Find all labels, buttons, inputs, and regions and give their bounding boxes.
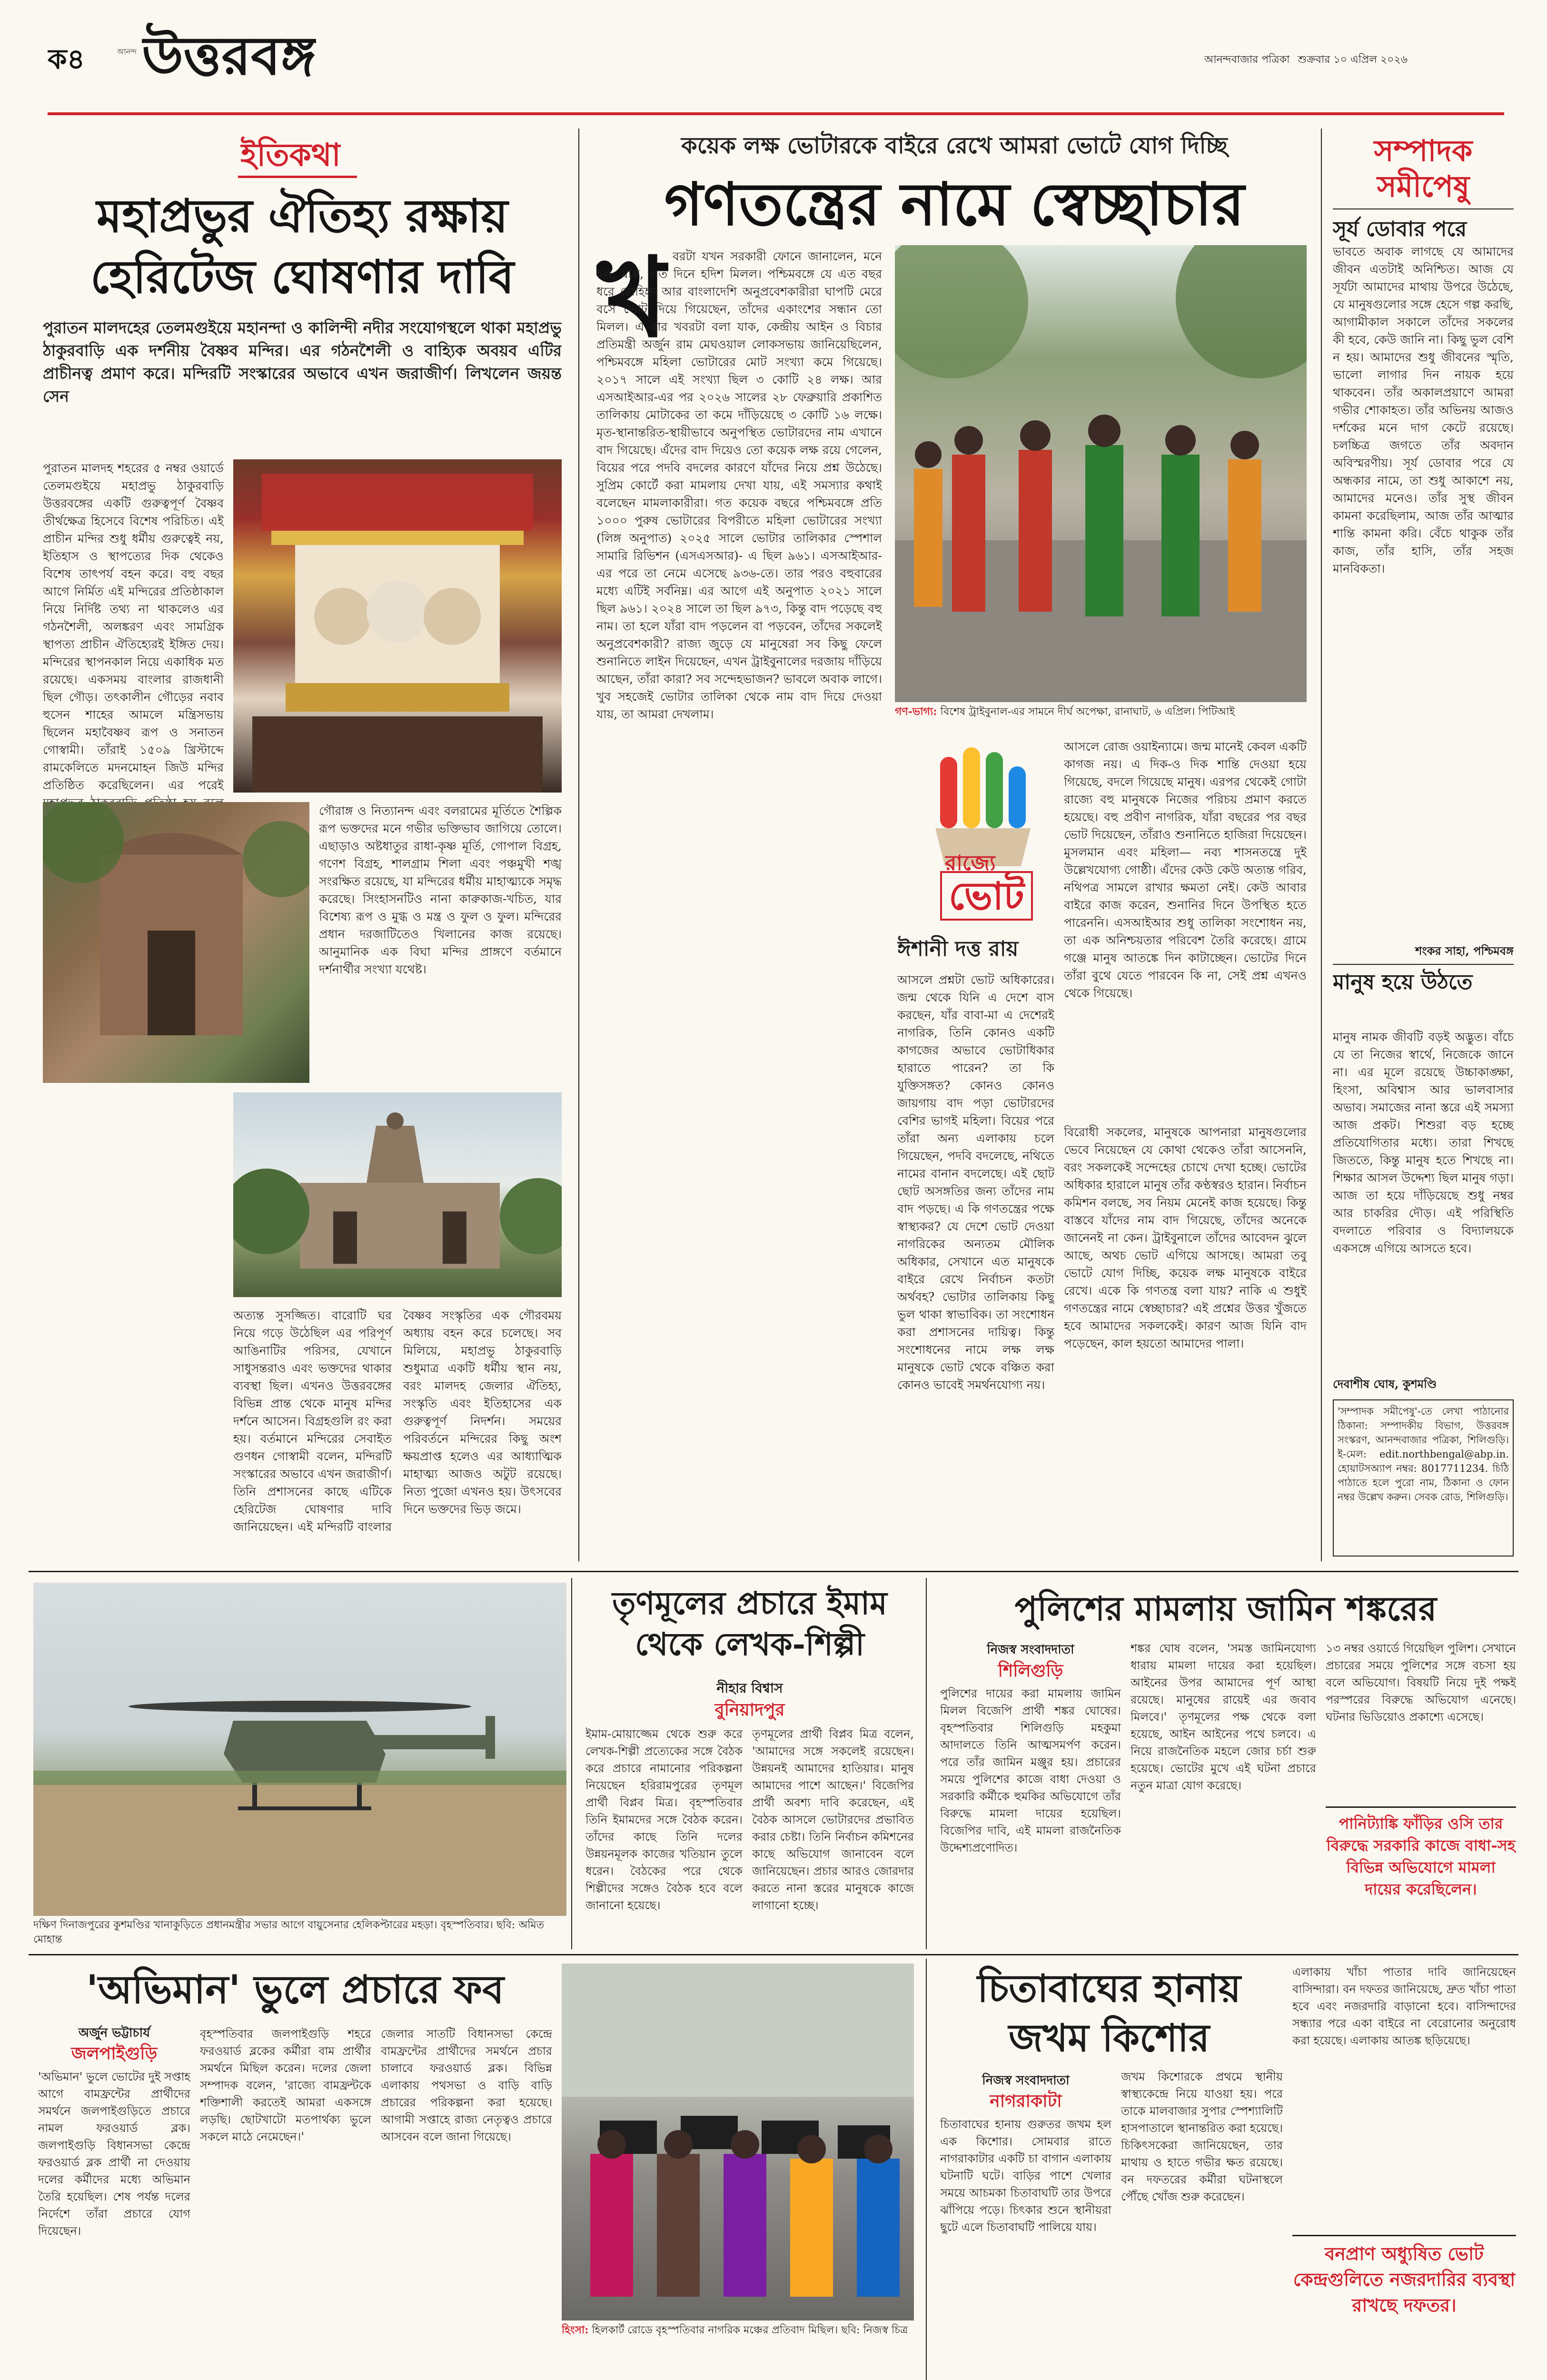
paper-name-text: আনন্দবাজার পত্রিকা <box>1204 54 1290 66</box>
queue-photo <box>895 245 1307 702</box>
leopard-article <box>931 1959 1521 2380</box>
page-number: ক৪ <box>48 43 85 75</box>
abhiman-col3: জেলার সাতটি বিধানসভা কেন্দ্রে বামফ্রন্টের প্রার্থীদের সমর্থনে প্রচার চালাবে ফরওয়ার্ড ব্লক। বিভিন্ন এলাকায় পথসভা ও বাড়ি বাড়ি প্রচারের পরিকল্পনা করা হয়েছে। আগামী সপ্তাহে রাজ্য নেতৃত্বও প্রচারে আসবেন বলে জানা গিয়েছে। <box>381 2027 552 2143</box>
imam-article <box>576 1578 923 1949</box>
heritage-kicker: ইতিকথা <box>240 136 341 173</box>
abhiman-col1: 'অভিমান' ভুলে ভোটের দুই সপ্তাহ আগে বামফ্রন্টের প্রার্থীদের সমর্থনে জলপাইগুড়িতে প্রচারে নামল ফরওয়ার্ড ব্লক। জলপাইগুড়ি বিধানসভা কেন্দ্রে ফরওয়ার্ড ব্লক প্রার্থী না দেওয়ায় দলের কর্মীদের মধ্যে অভিমান তৈরি হয়েছিল। শেষ পর্যন্ত দলের নির্দেশে তাঁরা প্রচারে যোগ দিয়েছেন। <box>38 2070 190 2238</box>
logo-top-text: রাজ্যে <box>945 851 996 875</box>
shrine-photo <box>233 459 562 793</box>
heritage-col-bottom: অত্যন্ত সুসজ্জিত। বারোটি ঘর নিয়ে গড়ে উঠেছিল এর পরিপূর্ণ আঙিনাটির পরিসর, যেখানে সাধুসন্তরাও এবং ভক্তদের থাকার ব্যবস্থা ছিল। এখনও উত্তরবঙ্গের বিভিন্ন প্রান্ত থেকে মানুষ মন্দির দর্শনে আসেন। বিগ্রহগুলি রং করা হয়। বর্তমানে মন্দিরের সেবাইত গুণধন গোস্বামী বলেন, মন্দিরটি সংস্কারের অভাবে এখন জরাজীর্ণ। তিনি প্রশাসনের কাছে এটিকে হেরিটেজ ঘোষণার দাবি জানিয়েছেন। এই মন্দিরটি বাংলার বৈষ্ণব সংস্কৃতির এক গৌরবময় অধ্যায় বহন করে চলেছে। সব মিলিয়ে, মহাপ্রভু ঠাকুরবাড়ি শুধুমাত্র একটি ধর্মীয় স্থান নয়, বরং মালদহ জেলার ঐতিহ্য, সংস্কৃতি এবং ইতিহাসের এক গুরুত্বপূর্ণ নিদর্শন। সময়ের পরিবর্তনে মন্দিরের কিছু অংশ ক্ষয়প্রাপ্ত হলেও এর আধ্যাত্মিক মাহাত্ম্য আজও অটুট রয়েছে। নিত্য পুজো এখনও হয়। উৎসবের দিনে ভক্তদের ভিড় জমে। <box>233 1309 562 1534</box>
police-boxed: পানিট্যাঙ্কি ফাঁড়ির ওসি তার বিরুদ্ধে সরকারি কাজে বাধা-সহ বিভিন্ন অভিযোগে মামলা দায়ের করেছিলেন। <box>1326 1806 1516 1900</box>
page-divider-2 <box>29 1954 1518 1955</box>
masthead-rule <box>48 112 1504 115</box>
imam-col1: ইমাম-মোয়াজ্জেম থেকে শুরু করে লেখক-শিল্পী প্রত্যেকের সঙ্গে বৈঠক করে প্রচারে নামানোর পরিকল্পনা নিয়েছেন হরিরামপুরের তৃণমূল প্রার্থী বিপ্লব মিত্র। বৃহস্পতিবার তিনি ইমামদের সঙ্গে বৈঠক করেন। তাঁদের কাছে তিনি দলের উন্নয়নমূলক কাজের খতিয়ান তুলে ধরেন। বৈঠকের পরে থেকে শিল্পীদের সঙ্গেও বৈঠক হবে বলে জানানো হয়েছে। <box>585 1727 743 1912</box>
divider-right <box>1321 129 1322 1561</box>
small-logo: আনন্দ <box>117 47 137 56</box>
letter2-title: মানুষ হয়ে উঠতে <box>1333 970 1473 994</box>
democracy-body1: বরটা যখন সরকারী ফোনে জানালেন, মনে হল, যাক, এত দিনে হদিশ মিলল। পশ্চিমবঙ্গে যে এত বছর ধরে রোহিঙ্গা আর বাংলাদেশি অনুপ্রবেশকারীরা ঘাপটি মেরে বসে ভোট দিয়ে গিয়েছেন, তাঁদের একাংশের সন্ধান তো মিলল। এ বার খবরটা বলা যাক, কেন্দ্রীয় আইন ও বিচার প্রতিমন্ত্রী অর্জুন রাম মেঘওয়াল লোকসভায় জানিয়েছিলেন, পশ্চিমবঙ্গে মহিলা ভোটারের মোট সংখ্যা কমে গিয়েছে। ২০১৭ সালে এই সংখ্যা ছিল ৩ কোটি ২৪ লক্ষ। আর এসআইআর-এর পর ২০২৬ সালের ২৮ ফেব্রুয়ারি প্রকাশিত তালিকায় মোটাকের তা কমে দাঁড়িয়েছে ৩ কোটি ১৬ লক্ষে। মৃত-স্থানান্তরিত-স্থায়ীভাবে অনুপস্থিত ভোটারদের নাম এখানে বাদ গিয়েছে। এঁদের বাদ দিয়েও তো কয়েক লক্ষ রয়ে গেলেন, বিয়ের পরে পদবি বদলের কারণে যাঁদের নিয়ে প্রশ্ন উঠেছে। সুপ্রিম কোর্টে করা মামলায় দেখা যায়, এই সমস্যার কথাই বলেছেন মামলাকারীরা। গত কয়েক বছরে পশ্চিমবঙ্গে প্রতি ১০০০ পুরুষ ভোটারের বিপরীতে মহিলা ভোটারের সংখ্যা (লিঙ্গ অনুপাত) ২০২৫ সালে ভোটার তালিকার স্পেশাল সামারি রিভিশন (এসএসআর)- এ ছিল ৯৬১। এসআইআর-এর পরে তা নেমে এসেছে ৯৩৬-তে। তার পরও বহুবারের মধ্যে এটিই সর্বনিম্ন। এর আগে এই অনুপাত ২০২১ সালে ছিল ৯৬১। ২০২৪ সালে তা ছিল ৯৭৩, কিন্তু বাদ পড়েছে বহু নাম। তা হলে যাঁরা বাদ পড়লেন বা পড়বেন, তাঁদের সকলেই অনুপ্রবেশকারী? রাজ্য জুড়ে যে মানুষেরা সব কিছু ফেলে শুনানিতে লাইন দিয়েছেন, এখন ট্রাইবুনালের দরজায় দাঁড়িয়ে আছেন, তাঁরা কারা? সব সন্দেহভাজন? ভাবলে অবাক লাগে। খুব সহজেই ভোটার তালিকা থেকে নাম বাদ দিয়ে দেওয়া যায়, তা আমরা দেখলাম। <box>596 249 882 721</box>
imam-reporter: নীহার বিশ্বাস <box>716 1680 783 1696</box>
democracy-article <box>583 124 1319 1561</box>
dropcap: খ <box>596 243 669 352</box>
divider-bottom-3 <box>926 1959 927 2380</box>
imam-place: বুনিয়াদপুর <box>714 1700 785 1720</box>
queue-illustration <box>895 245 1307 702</box>
protest-caption-text: হিলকার্ট রোডে বৃহস্পতিবার নাগরিক মঞ্চের প্রতিবাদ মিছিল। ছবি: নিজস্ব চিত্র <box>592 2324 908 2336</box>
heritage-intro: পুরাতন মালদহের তেলমগুইয়ে মহানন্দা ও কালিন্দী নদীর সংযোগস্থলে থাকা মহাপ্রভু ঠাকুরবাড়ি এক দর্শনীয় বৈষ্ণব মন্দির। এর গঠনশৈলী ও বাহ্যিক অবয়ব এটির প্রাচীনত্ব প্রমাণ করে। মন্দিরটি সংস্কারের অভাবে এখন জরাজীর্ণ। লিখলেন জয়ন্ত সেন <box>43 318 562 406</box>
heritage-col1: পুরাতন মালদহ শহরের ৫ নম্বর ওয়ার্ডে তেলমগুইয়ে মহাপ্রভু ঠাকুরবাড়ি উত্তরবঙ্গের একটি গুরুত্বপূর্ণ বৈষ্ণব তীর্থক্ষেত্র হিসেবে বিশেষ পরিচিত। এই প্রাচীন মন্দির শুধু ধর্মীয় গুরুত্বেই নয়, ইতিহাস ও স্থাপত্যের দিক থেকেও বিশেষ তাৎপর্য বহন করে। বহু বছর আগে নির্মিত এই মন্দিরের প্রতিষ্ঠাকাল নিয়ে নির্দিষ্ট তথ্য না থাকলেও এর গঠনশৈলী, অলঙ্করণ এবং সামগ্রিক স্থাপত্য প্রাচীন ঐতিহ্যেরই ইঙ্গিত দেয়। মন্দিরের স্থাপনকাল নিয়ে একাধিক মত রয়েছে। একসময় বাংলার রাজধানী ছিল গৌড়। তৎকালীন গৌড়ের নবাব হুসেন শাহের আমলে মন্ত্রিসভায় ছিলেন মহাবৈষ্ণব রূপ ও সনাতন গোস্বামী। তাঁরাই ১৫০৯ খ্রিস্টাব্দে রামকেলিতে মদনমোহন জিউ মন্দির প্রতিষ্ঠিত করেছিলেন। এর পরেই <box>43 461 224 792</box>
helicopter-caption: দক্ষিণ দিনাজপুরের কুশমণ্ডির খানাকুড়িতে প্রধানমন্ত্রীর সভার আগে বায়ুসেনার হেলিকপ্টারের মহড়া। বৃহস্পতিবার। ছবি: অমিত মোহান্ত <box>33 1919 545 1945</box>
police-place: শিলিগুড়ি <box>998 1661 1063 1681</box>
queue-caption-text: বিশেষ ট্রাইবুনাল-এর সামনে দীর্ঘ অপেক্ষা, রানাঘাট, ৬ এপ্রিল। পিটিআই <box>940 706 1235 718</box>
protest-illustration <box>562 1964 914 2320</box>
letter2-sign: দেবাশীষ ঘোষ, কুশমণ্ডি <box>1333 1377 1437 1391</box>
abhiman-headline: 'অভিমান' ভুলে প্রচারে ফব <box>86 1967 504 2013</box>
letter2-body: মানুষ নামক জীবটি বড়ই অদ্ভুত। বাঁচে যে তা নিজের স্বার্থে, নিজেকে জানে না। এর মূলে রয়েছে উচ্চাকাঙ্ক্ষা, হিংসা, অবিশ্বাস আর ভালবাসার অভাব। সমাজের নানা স্তরে এই সমস্যা আজ প্রকট। শিশুরা বড় হচ্ছে প্রতিযোগিতার মধ্যে। তারা শিখছে জিততে, কিন্তু মানুষ হতে শিখছে না। শিক্ষার আসল উদ্দেশ্য ছিল মানুষ গড়া। আজ তা হয়ে দাঁড়িয়েছে শুধু নম্বর আর চাকরির দৌড়। এই পরিস্থিতি বদলাতে পরিবার ও বিদ্যালয়কে একসঙ্গে এগিয়ে আসতে হবে। <box>1333 1030 1514 1255</box>
protest-caption <box>562 2323 914 2338</box>
leopard-col1: চিতাবাঘের হানায় গুরুতর জখম হল এক কিশোর। সোমবার রাতে নাগরাকাটার একটি চা বাগান এলাকায় ঘটনাটি ঘটে। বাড়ির পাশে খেলার সময়ে আচমকা চিতাবাঘটি তার উপরে ঝাঁপিয়ে পড়ে। চিৎকার শুনে স্থানীয়রা ছুটে এলে চিতাবাঘটি পালিয়ে যায়। <box>940 2118 1111 2234</box>
temple-photo <box>233 1092 562 1297</box>
queue-photo-caption <box>895 704 1307 719</box>
kicker-underline <box>238 176 357 178</box>
ruin-illustration <box>43 802 309 1083</box>
democracy-body2: আসলে প্রশ্নটা ভোট অধিকারের। জন্ম থেকে যিনি এ দেশে বাস করছেন, যাঁর বাবা-মা এ দেশেরই নাগরিক, তিনি কোনও একটি কাগজের অভাবে ভোটাধিকার হারাতে পারেন? তা কি যুক্তিসঙ্গত? কোনও কোনও জায়গায় বাদ পড়া ভোটারদের বেশির ভাগই মহিলা। বিয়ের পরে তাঁরা অন্য এলাকায় চলে গিয়েছেন, পদবি বদলেছে, নথিতে নামের বানান বদলেছে। এই ছোট ছোট অসঙ্গতির জন্য তাঁদের নাম বাদ পড়ছে। এ কি গণতন্ত্রের পক্ষে স্বাস্থ্যকর? যে দেশে ভোট দেওয়া নাগরিকের অন্যতম মৌলিক অধিকার, সেখানে এত মানুষকে বাইরে রেখে নির্বাচন কতটা অর্থবহ? ভোটার তালিকায় কিছু ভুল থাকা স্বাভাবিক। তা সংশোধন করা প্রশাসনের দায়িত্ব। কিন্তু সংশোধনের নামে লক্ষ লক্ষ মানুষকে ভোট থেকে বঞ্চিত করা কোনও ভাবেই সমর্থনযোগ্য নয়। <box>897 973 1054 1392</box>
letter1-title: সূর্য ডোবার পরে <box>1333 217 1467 241</box>
imam-col2: তৃণমূলের প্রার্থী বিপ্লব মিত্র বলেন, 'আমাদের সঙ্গে সকলেই রয়েছেন। উন্নয়নই আমাদের হাতিয়ার। মানুষ আমাদের পাশে আছেন।' বিজেপির প্রার্থী অবশ্য দাবি করেছেন, এই বৈঠক আসলে ভোটারদের প্রভাবিত করার চেষ্টা। তিনি নির্বাচন কমিশনের কাছে অভিযোগ জানাবেন বলে জানিয়েছেন। প্রচার আরও জোরদার করতে নানা স্তরের মানুষকে কাজে লাগানো হচ্ছে। <box>752 1727 914 1912</box>
paper-name <box>1204 51 1408 69</box>
editorial-footer-text: 'সম্পাদক সমীপেষু'-তে লেখা পাঠানোর ঠিকানা: সম্পাদকীয় বিভাগ, উত্তরবঙ্গ সংস্করণ, আনন্দবাজার পত্রিকা, শিলিগুড়ি। ই-মেল: edit.northbengal@abp.in. হোয়াটসঅ্যাপ নম্বর: 8017711234. চিঠি পাঠাতে হলে পুরো নাম, ঠিকানা ও ফোন নম্বর উল্লেখ করুন। সেবক রোড, শিলিগুড়ি। <box>1338 1406 1509 1503</box>
democracy-kicker: কয়েক লক্ষ ভোটারকে বাইরে রেখে আমরা ভোটে যোগ দিচ্ছি <box>681 132 1228 159</box>
editorial-column <box>1328 124 1518 1561</box>
leopard-reporter: নিজস্ব সংবাদদাতা <box>982 2073 1070 2088</box>
divider-bottom-2 <box>926 1578 927 1949</box>
heritage-col-mid: গৌরাঙ্গ ও নিত্যানন্দ এবং বলরামের মূর্তিতে শৈল্পিক রূপ ভক্তদের মনে গভীর ভক্তিভাব জাগিয়ে তোলে। এছাড়াও অষ্টধাতুর রাধা-কৃষ্ণ মূর্তি, গোপাল বিগ্রহ, গণেশ বিগ্রহ, শালগ্রাম শিলা এবং পঞ্চমুখী শঙ্খ সংরক্ষিত রয়েছে, যা মন্দিরের ধর্মীয় মাহাত্ম্যকে সমৃদ্ধ করেছে। সিংহাসনটিও নানা কারুকাজ-খচিত, যার বিশেষ্য রূপ ও মুগ্ধ ও মন্ত্র ও ফুল ও ফুল। মন্দিরের প্রধান দরজাটিতেও খিলানের কাজ রয়েছে। আনুমানিক এক বিঘা মন্দির প্রাঙ্গণে বর্তমানে দর্শনার্থীর সংখ্যা যথেষ্ট। <box>319 804 562 976</box>
leopard-place: নাগরাকাটা <box>990 2091 1062 2111</box>
leopard-col2: জখম কিশোরকে প্রথমে স্থানীয় স্বাস্থ্যকেন্দ্রে নিয়ে যাওয়া হয়। পরে তাকে মালবাজার সুপার স্পেশ্যালিটি হাসপাতালে স্থানান্তরিত করা হয়েছে। চিকিৎসকেরা জানিয়েছেন, তার মাথায় ও হাতে গভীর ক্ষত রয়েছে। বন দফতরের কর্মীরা ঘটনাস্থলে পৌঁছে খোঁজ শুরু করেছেন। <box>1121 2070 1283 2203</box>
letter-rule <box>1333 964 1514 965</box>
section-title: উত্তরবঙ্গ <box>142 25 316 87</box>
logo-bottom-text: ভোট <box>940 871 1033 921</box>
page-divider <box>29 1571 1518 1572</box>
police-col2: শঙ্কর ঘোষ বলেন, 'সমস্ত জামিনযোগ্য ধারায় মামলা দায়ের করা হয়েছিল। আইনের উপর আমাদের পূর্ণ আস্থা রয়েছে। মানুষের রায়েই এর জবাব মিলবে।' তৃণমূলের পক্ষ থেকে বলা হয়েছে, আইন আইনের পথে চলবে। এ নিয়ে রাজনৈতিক মহলে জোর চর্চা শুরু হয়েছে। ভোটের মুখে এই ঘটনা প্রচারে নতুন মাত্রা যোগ করেছে। <box>1130 1642 1316 1792</box>
police-col1: পুলিশের দায়ের করা মামলায় জামিন মিলল বিজেপি প্রার্থী শঙ্কর ঘোষের। বৃহস্পতিবার শিলিগুড়ি মহকুমা আদালতে তিনি আত্মসমর্পণ করেন। পরে তাঁর জামিন মঞ্জুর হয়। প্রচারের সময়ে পুলিশের কাজে বাধা দেওয়া ও সরকারি কর্মীকে হুমকির অভিযোগে তাঁর বিরুদ্ধে মামলা দায়ের হয়েছিল। বিজেপির দাবি, এই মামলা রাজনৈতিক উদ্দেশ্যপ্রণোদিত। <box>940 1687 1121 1854</box>
abhiman-place: জলপাইগুড়ি <box>71 2043 158 2063</box>
heritage-headline: মহাপ্রভুর ঐতিহ্য রক্ষায় হেরিটেজ ঘোষণার দাবি <box>90 189 515 304</box>
imam-headline: তৃণমূলের প্রচারে ইমাম থেকে লেখক-শিল্পী <box>612 1585 887 1663</box>
abhiman-reporter: অর্জুন ভট্টাচার্য <box>78 2026 150 2040</box>
leopard-headline: চিতাবাঘের হানায় জখম কিশোর <box>977 1966 1241 2060</box>
police-article <box>931 1578 1521 1949</box>
police-col3: ১৩ নম্বর ওয়ার্ডে গিয়েছিল পুলিশ। সেখানে প্রচারের সময়ে পুলিশের সঙ্গে বচসা হয় বলে অভিযোগ। বিষয়টি নিয়ে দুই পক্ষই পরস্পরের বিরুদ্ধে অভিযোগ এনেছে। ঘটনার ভিডিয়োও প্রকাশ্যে এসেছে। <box>1326 1642 1516 1724</box>
temple-illustration <box>233 1092 562 1297</box>
ruin-photo <box>43 802 309 1083</box>
divider-bottom-1 <box>571 1578 572 1949</box>
letter1-sign: শংকর সাহা, পশ্চিমবঙ্গ <box>1415 944 1514 958</box>
queue-caption-label: গণ-ভাগ্য: <box>895 705 937 718</box>
letter1-body: ভাবতে অবাক লাগছে যে আমাদের জীবন এতটাই অনিশ্চিত। আজ যে সূর্যটা আমাদের মাথায় উপরে উঠেছে, যে মানুষগুলোর সঙ্গে হেসে গল্প করছি, আগামীকাল সকালে তাঁদের সকলের কী হবে, কেউ জানি না। কিছু ভুল বেশি ন হয়। আমাদের শুধু জীবনের স্মৃতি, ভালো লাগার দিন নায়ক হয়ে থাকবেন। তাঁর অকালপ্রয়াণে আমরা গভীর শোকাহত। তাঁর অভিনয় আজও দর্শকের মনে দাগ কেটে রয়েছে। চলচ্চিত্র জগতে তাঁর অবদান অবিস্মরণীয়। সূর্য ডোবার পরে যে অন্ধকার নামে, তা শুধু আকাশে নয়, আমাদের মনেও। তাঁর সুস্থ জীবন কামনা করেছিলাম, আজ তাঁর আত্মার শান্তি কামনা করি। বেঁচে থাকুক তাঁর কাজ, তাঁর হাসি, তাঁর সহজ মানবিকতা। <box>1333 245 1514 575</box>
editorial-title-2: সমীপেষু <box>1377 169 1470 204</box>
abhiman-col2: বৃহস্পতিবার জলপাইগুড়ি শহরে ফরওয়ার্ড ব্লকের কর্মীরা বাম প্রার্থীর সমর্থনে মিছিল করেন। দলের জেলা সম্পাদক বলেন, 'রাজ্যে বামফ্রন্টকে শক্তিশালী করতেই আমরা একসঙ্গে লড়ছি। ছোটখাটো মতপার্থক্য ভুলে সকলে মাঠে নেমেছেন।' <box>200 2027 371 2143</box>
democracy-body3: আসলে রোজ ওয়াইন্যামে। জন্ম মানেই কেবল একটি কাগজ নয়। এ দিক-ও দিক শান্তি দেওয়া হয়ে গিয়েছে, বদলে গিয়েছে মানুষ। এরপর থেকেই গোটা রাজ্যে বহু মানুষকে নিজের পরিচয় প্রমাণ করতে হয়েছে। বহু প্রবীণ নাগরিক, যাঁরা বছরের পর বছর ভোট দিয়েছেন, তাঁরাও শুনানিতে হাজিরা দিয়েছেন। মুসলমান এবং মহিলা— নব্য শাসনতন্ত্রে দুই উল্লেখযোগ্য গোষ্ঠী। এঁদের কেউ কেউ অত্যন্ত গরিব, নথিপত্র সামলে রাখার ক্ষমতা নেই। কেউ আবার বাইরে কাজ করেন, শুনানির দিনে উপস্থিত হতে পারেননি। এসআইআর শুধু তালিকা সংশোধন নয়, তা এক অনিশ্চয়তার পরিবেশ তৈরি করেছে। গ্রামে গঞ্জে মানুষ আতঙ্কে দিন কাটাচ্ছেন। ভোটের দিনে তাঁরা বুথে যেতে পারবেন কি না, সেই প্রশ্ন এখনও থেকে গিয়েছে। <box>1064 740 1307 1000</box>
protest-photo <box>562 1964 914 2320</box>
police-reporter: নিজস্ব সংবাদদাতা <box>987 1643 1074 1657</box>
editorial-rule <box>1333 208 1514 209</box>
leopard-col3: এলাকায় খাঁচা পাতার দাবি জানিয়েছেন বাসিন্দারা। বন দফতর জানিয়েছে, দ্রুত খাঁচা পাতা হবে এবং নজরদারি বাড়ানো হবে। বাসিন্দাদের সন্ধ্যার পরে একা বাইরে না বেরোনোর অনুরোধ করা হয়েছে। এলাকায় আতঙ্ক ছড়িয়েছে। <box>1292 1965 1516 2047</box>
masthead <box>0 0 1547 119</box>
rajye-vote-logo <box>897 738 1054 928</box>
democracy-body4: বিরোধী সকলের, মানুষকে আপনারা মানুষগুলোর ভেবে নিয়েছেন যে কোথা থেকেও তাঁরা আসেননি, বরং সকলকেই সন্দেহের চোখে দেখা হচ্ছে। ভোটের অধিকার হারালে মানুষ তাঁর কণ্ঠস্বরও হারান। নির্বাচন কমিশন বলছে, সব নিয়ম মেনেই কাজ হয়েছে। কিন্তু বাস্তবে যাঁদের নাম বাদ গিয়েছে, তাঁদের অনেকে জানেনই না কেন। ট্রাইবুনালে তাঁদের আবেদন ঝুলে আছে, অথচ ভোট এগিয়ে আসছে। আমরা তবু ভোটে যোগ দিচ্ছি, কয়েক লক্ষ মানুষকে বাইরে রেখে। একে কি গণতন্ত্র বলা যায়? নাকি এ শুধুই গণতন্ত্রের নামে স্বেচ্ছাচার? এই প্রশ্নের উত্তর খুঁজতে হবে আমাদের সকলকেই। কারণ আজ যিনি বাদ পড়েছেন, কাল হয়তো আমাদের পালা। <box>1064 1125 1307 1350</box>
divider-left <box>578 129 579 1561</box>
editorial-footer <box>1333 1399 1514 1557</box>
helicopter-illustration <box>33 1583 566 1916</box>
protest-caption-label: হিংসা: <box>562 2324 589 2336</box>
abhiman-article <box>29 1959 923 2380</box>
democracy-byline: ঈশানী দত্ত রায় <box>897 937 1019 961</box>
shrine-illustration <box>233 459 562 793</box>
police-headline: পুলিশের মামলায় জামিন শঙ্করের <box>1014 1589 1437 1628</box>
editorial-title-1: সম্পাদক <box>1374 133 1473 168</box>
helicopter-photo <box>33 1583 566 1916</box>
democracy-headline: গণতন্ত্রের নামে স্বেচ্ছাচার <box>664 170 1245 239</box>
heritage-article <box>29 126 576 1561</box>
leopard-boxed: বনপ্রাণ অধ্যুষিত ভোট কেন্দ্রগুলিতে নজরদারির ব্যবস্থা রাখছে দফতর। <box>1292 2235 1516 2318</box>
issue-date: শুক্রবার ১০ এপ্রিল ২০২৬ <box>1298 54 1408 66</box>
